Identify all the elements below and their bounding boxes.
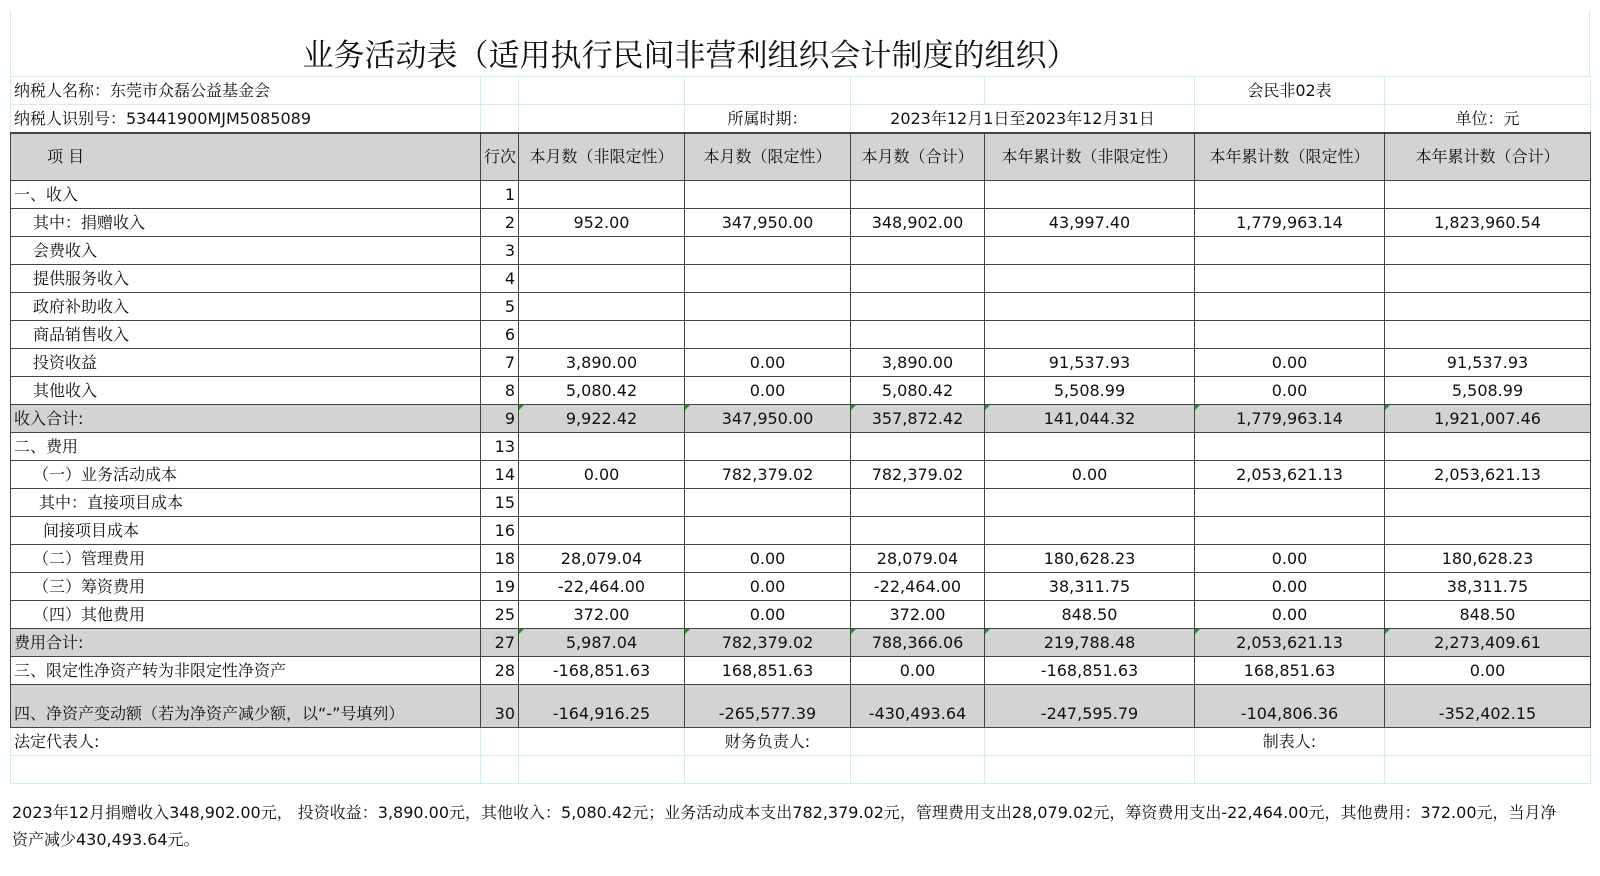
row-item-label: 收入合计: bbox=[11, 405, 481, 433]
row-line-number: 3 bbox=[481, 237, 519, 265]
value-cell[interactable] bbox=[1385, 489, 1591, 517]
row-item-label: 三、限定性净资产转为非限定性净资产 bbox=[11, 657, 481, 685]
table-row bbox=[11, 601, 1591, 629]
value-cell[interactable]: 347,950.00 bbox=[685, 405, 851, 433]
value-cell[interactable] bbox=[685, 321, 851, 349]
value-cell[interactable] bbox=[1195, 517, 1385, 545]
form-code: 会民非02表 bbox=[1195, 77, 1385, 105]
table-row bbox=[11, 321, 1591, 349]
value-cell[interactable]: 180,628.23 bbox=[985, 545, 1195, 573]
signature-row bbox=[11, 728, 1591, 756]
value-cell[interactable]: -430,493.64 bbox=[851, 685, 985, 728]
period-label: 所属时期： bbox=[685, 105, 851, 134]
table-row bbox=[11, 545, 1591, 573]
row-line-number: 1 bbox=[481, 181, 519, 209]
value-cell[interactable]: 0.00 bbox=[685, 601, 851, 629]
value-cell[interactable]: 3,890.00 bbox=[851, 349, 985, 377]
value-cell[interactable]: 788,366.06 bbox=[851, 629, 985, 657]
row-item-label: 政府补助收入 bbox=[11, 293, 481, 321]
row-item-label: （二）管理费用 bbox=[11, 545, 481, 573]
value-cell[interactable]: 1,823,960.54 bbox=[1385, 209, 1591, 237]
value-cell[interactable] bbox=[519, 321, 685, 349]
value-cell[interactable]: -104,806.36 bbox=[1195, 685, 1385, 728]
value-cell[interactable] bbox=[1195, 321, 1385, 349]
value-cell[interactable] bbox=[985, 237, 1195, 265]
table-row bbox=[11, 489, 1591, 517]
value-cell[interactable] bbox=[685, 181, 851, 209]
row-line-number: 13 bbox=[481, 433, 519, 461]
value-cell[interactable] bbox=[985, 181, 1195, 209]
table-row bbox=[11, 657, 1591, 685]
value-cell[interactable] bbox=[1385, 237, 1591, 265]
value-cell[interactable]: 168,851.63 bbox=[685, 657, 851, 685]
value-cell[interactable]: -168,851.63 bbox=[519, 657, 685, 685]
col-header-month-total: 本月数（合计） bbox=[851, 133, 985, 181]
table-row bbox=[11, 629, 1591, 657]
row-item-label: 投资收益 bbox=[11, 349, 481, 377]
value-cell[interactable]: 1,921,007.46 bbox=[1385, 405, 1591, 433]
value-cell[interactable] bbox=[851, 293, 985, 321]
row-item-label: （三）筹资费用 bbox=[11, 573, 481, 601]
value-cell[interactable] bbox=[519, 433, 685, 461]
value-cell[interactable]: 347,950.00 bbox=[685, 209, 851, 237]
value-cell[interactable]: 91,537.93 bbox=[1385, 349, 1591, 377]
row-line-number: 5 bbox=[481, 293, 519, 321]
value-cell[interactable]: 782,379.02 bbox=[685, 629, 851, 657]
col-header-month-unrestricted: 本月数（非限定性） bbox=[519, 133, 685, 181]
value-cell[interactable]: 0.00 bbox=[1195, 545, 1385, 573]
row-item-label: 会费收入 bbox=[11, 237, 481, 265]
value-cell[interactable]: 0.00 bbox=[851, 657, 985, 685]
row-line-number: 14 bbox=[481, 461, 519, 489]
value-cell[interactable]: 141,044.32 bbox=[985, 405, 1195, 433]
value-cell[interactable] bbox=[851, 181, 985, 209]
value-cell[interactable] bbox=[519, 181, 685, 209]
value-cell[interactable]: 952.00 bbox=[519, 209, 685, 237]
row-item-label: 费用合计: bbox=[11, 629, 481, 657]
value-cell[interactable]: 5,508.99 bbox=[1385, 377, 1591, 405]
table-row bbox=[11, 433, 1591, 461]
row-line-number: 4 bbox=[481, 265, 519, 293]
row-item-label: 一、收入 bbox=[11, 181, 481, 209]
col-header-year-unrestricted: 本年累计数（非限定性） bbox=[985, 133, 1195, 181]
value-cell[interactable] bbox=[985, 489, 1195, 517]
title-row bbox=[10, 10, 1590, 76]
row-line-number: 8 bbox=[481, 377, 519, 405]
value-cell[interactable]: 0.00 bbox=[685, 545, 851, 573]
value-cell[interactable]: 848.50 bbox=[985, 601, 1195, 629]
row-line-number: 19 bbox=[481, 573, 519, 601]
row-item-label: 提供服务收入 bbox=[11, 265, 481, 293]
activity-table bbox=[10, 76, 1591, 784]
row-item-label: （一）业务活动成本 bbox=[11, 461, 481, 489]
value-cell[interactable] bbox=[851, 433, 985, 461]
report-title: 业务活动表（适用执行民间非营利组织会计制度的组织） bbox=[302, 38, 1078, 74]
value-cell[interactable]: 28,079.04 bbox=[851, 545, 985, 573]
value-cell[interactable] bbox=[1195, 237, 1385, 265]
value-cell[interactable] bbox=[985, 265, 1195, 293]
value-cell[interactable]: 1,779,963.14 bbox=[1195, 209, 1385, 237]
row-item-label: 二、费用 bbox=[11, 433, 481, 461]
value-cell[interactable] bbox=[851, 517, 985, 545]
value-cell[interactable]: 0.00 bbox=[685, 377, 851, 405]
value-cell[interactable] bbox=[1385, 293, 1591, 321]
value-cell[interactable]: 0.00 bbox=[1195, 377, 1385, 405]
col-header-year-restricted: 本年累计数（限定性） bbox=[1195, 133, 1385, 181]
value-cell[interactable]: 5,080.42 bbox=[851, 377, 985, 405]
table-row bbox=[11, 461, 1591, 489]
value-cell[interactable] bbox=[851, 489, 985, 517]
legal-rep-label: 法定代表人: bbox=[11, 728, 481, 756]
value-cell[interactable]: 2,053,621.13 bbox=[1195, 629, 1385, 657]
value-cell[interactable] bbox=[851, 265, 985, 293]
table-row bbox=[11, 349, 1591, 377]
value-cell[interactable] bbox=[1195, 181, 1385, 209]
row-line-number: 7 bbox=[481, 349, 519, 377]
value-cell[interactable]: 38,311.75 bbox=[985, 573, 1195, 601]
preparer-label: 制表人: bbox=[1195, 728, 1385, 756]
table-row bbox=[11, 293, 1591, 321]
value-cell[interactable]: 91,537.93 bbox=[985, 349, 1195, 377]
table-row bbox=[11, 517, 1591, 545]
value-cell[interactable] bbox=[519, 517, 685, 545]
value-cell[interactable]: 2,273,409.61 bbox=[1385, 629, 1591, 657]
value-cell[interactable]: 2,053,621.13 bbox=[1385, 461, 1591, 489]
meta-row-2 bbox=[11, 105, 1591, 134]
value-cell[interactable]: 782,379.02 bbox=[685, 461, 851, 489]
value-cell[interactable] bbox=[1385, 265, 1591, 293]
value-cell[interactable]: 0.00 bbox=[985, 461, 1195, 489]
value-cell[interactable]: 5,508.99 bbox=[985, 377, 1195, 405]
table-row bbox=[11, 181, 1591, 209]
row-item-label: （四）其他费用 bbox=[11, 601, 481, 629]
row-item-label: 其他收入 bbox=[11, 377, 481, 405]
value-cell[interactable] bbox=[985, 321, 1195, 349]
value-cell[interactable] bbox=[985, 517, 1195, 545]
col-header-line: 行次 bbox=[481, 133, 519, 181]
value-cell[interactable]: 372.00 bbox=[519, 601, 685, 629]
value-cell[interactable] bbox=[685, 237, 851, 265]
value-cell[interactable]: 38,311.75 bbox=[1385, 573, 1591, 601]
value-cell[interactable]: -22,464.00 bbox=[851, 573, 985, 601]
row-line-number: 28 bbox=[481, 657, 519, 685]
value-cell[interactable] bbox=[1385, 181, 1591, 209]
value-cell[interactable] bbox=[1385, 433, 1591, 461]
col-header-year-total: 本年累计数（合计） bbox=[1385, 133, 1591, 181]
value-cell[interactable] bbox=[685, 293, 851, 321]
value-cell[interactable]: 168,851.63 bbox=[1195, 657, 1385, 685]
value-cell[interactable]: 180,628.23 bbox=[1385, 545, 1591, 573]
value-cell[interactable] bbox=[851, 237, 985, 265]
value-cell[interactable]: 0.00 bbox=[1195, 573, 1385, 601]
value-cell[interactable] bbox=[985, 293, 1195, 321]
row-line-number: 15 bbox=[481, 489, 519, 517]
value-cell[interactable]: 5,080.42 bbox=[519, 377, 685, 405]
value-cell[interactable]: -247,595.79 bbox=[985, 685, 1195, 728]
unit-label: 单位：元 bbox=[1385, 105, 1591, 134]
col-header-month-restricted: 本月数（限定性） bbox=[685, 133, 851, 181]
value-cell[interactable]: 9,922.42 bbox=[519, 405, 685, 433]
summary-note: 2023年12月捐赠收入348,902.00元， 投资收益：3,890.00元，其他收入：5,080.42元；业务活动成本支出782,379.02元，管理费用支出28,079.02元，筹资费用支出-22,464.00元，其他费用：372.00元，当月净资产减少430,493.64元。 bbox=[12, 803, 1557, 849]
value-cell[interactable]: 43,997.40 bbox=[985, 209, 1195, 237]
row-line-number: 16 bbox=[481, 517, 519, 545]
value-cell[interactable]: 848.50 bbox=[1385, 601, 1591, 629]
finance-head-label: 财务负责人: bbox=[685, 728, 851, 756]
value-cell[interactable]: 348,902.00 bbox=[851, 209, 985, 237]
value-cell[interactable] bbox=[1195, 489, 1385, 517]
value-cell[interactable]: 372.00 bbox=[851, 601, 985, 629]
value-cell[interactable] bbox=[685, 265, 851, 293]
value-cell[interactable] bbox=[1195, 265, 1385, 293]
row-line-number: 27 bbox=[481, 629, 519, 657]
value-cell[interactable]: 0.00 bbox=[685, 573, 851, 601]
period-value: 2023年12月1日至2023年12月31日 bbox=[851, 105, 1195, 134]
value-cell[interactable]: -22,464.00 bbox=[519, 573, 685, 601]
row-line-number: 2 bbox=[481, 209, 519, 237]
table-row bbox=[11, 405, 1591, 433]
value-cell[interactable]: 5,987.04 bbox=[519, 629, 685, 657]
value-cell[interactable]: 0.00 bbox=[519, 461, 685, 489]
value-cell[interactable] bbox=[851, 321, 985, 349]
value-cell[interactable] bbox=[685, 517, 851, 545]
meta-row-1 bbox=[11, 77, 1591, 105]
value-cell[interactable]: 2,053,621.13 bbox=[1195, 461, 1385, 489]
blank-row bbox=[11, 756, 1591, 784]
value-cell[interactable] bbox=[519, 489, 685, 517]
table-row bbox=[11, 265, 1591, 293]
value-cell[interactable]: 219,788.48 bbox=[985, 629, 1195, 657]
value-cell[interactable] bbox=[1195, 293, 1385, 321]
value-cell[interactable] bbox=[519, 293, 685, 321]
value-cell[interactable]: 28,079.04 bbox=[519, 545, 685, 573]
table-row bbox=[11, 237, 1591, 265]
value-cell[interactable] bbox=[1385, 517, 1591, 545]
taxpayer-name: 纳税人名称：东莞市众磊公益基金会 bbox=[11, 77, 481, 105]
value-cell[interactable] bbox=[519, 265, 685, 293]
value-cell[interactable]: 1,779,963.14 bbox=[1195, 405, 1385, 433]
table-row bbox=[11, 209, 1591, 237]
table-row bbox=[11, 573, 1591, 601]
row-line-number: 30 bbox=[481, 685, 519, 728]
taxpayer-id: 纳税人识别号：53441900MJM5085089 bbox=[11, 105, 481, 134]
value-cell[interactable]: 0.00 bbox=[1195, 601, 1385, 629]
table-row bbox=[11, 685, 1591, 728]
value-cell[interactable]: -352,402.15 bbox=[1385, 685, 1591, 728]
value-cell[interactable]: 357,872.42 bbox=[851, 405, 985, 433]
value-cell[interactable] bbox=[1195, 433, 1385, 461]
header-row bbox=[11, 133, 1591, 181]
row-item-label: 商品销售收入 bbox=[11, 321, 481, 349]
row-line-number: 25 bbox=[481, 601, 519, 629]
value-cell[interactable]: -265,577.39 bbox=[685, 685, 851, 728]
row-item-label: 其中：捐赠收入 bbox=[11, 209, 481, 237]
table-body bbox=[11, 181, 1591, 728]
value-cell[interactable]: 0.00 bbox=[1385, 657, 1591, 685]
value-cell[interactable] bbox=[1385, 321, 1591, 349]
value-cell[interactable] bbox=[685, 433, 851, 461]
value-cell[interactable]: 782,379.02 bbox=[851, 461, 985, 489]
row-item-label: 间接项目成本 bbox=[11, 517, 481, 545]
value-cell[interactable]: -164,916.25 bbox=[519, 685, 685, 728]
spreadsheet bbox=[10, 10, 1590, 784]
value-cell[interactable]: 3,890.00 bbox=[519, 349, 685, 377]
table-row bbox=[11, 377, 1591, 405]
row-line-number: 9 bbox=[481, 405, 519, 433]
row-item-label: 四、净资产变动额（若为净资产减少额，以“-”号填列） bbox=[11, 685, 481, 728]
value-cell[interactable] bbox=[985, 433, 1195, 461]
value-cell[interactable]: -168,851.63 bbox=[985, 657, 1195, 685]
row-line-number: 18 bbox=[481, 545, 519, 573]
value-cell[interactable]: 0.00 bbox=[1195, 349, 1385, 377]
value-cell[interactable]: 0.00 bbox=[685, 349, 851, 377]
row-item-label: 其中：直接项目成本 bbox=[11, 489, 481, 517]
row-line-number: 6 bbox=[481, 321, 519, 349]
col-header-item: 项 目 bbox=[11, 133, 481, 181]
value-cell[interactable] bbox=[519, 237, 685, 265]
value-cell[interactable] bbox=[685, 489, 851, 517]
